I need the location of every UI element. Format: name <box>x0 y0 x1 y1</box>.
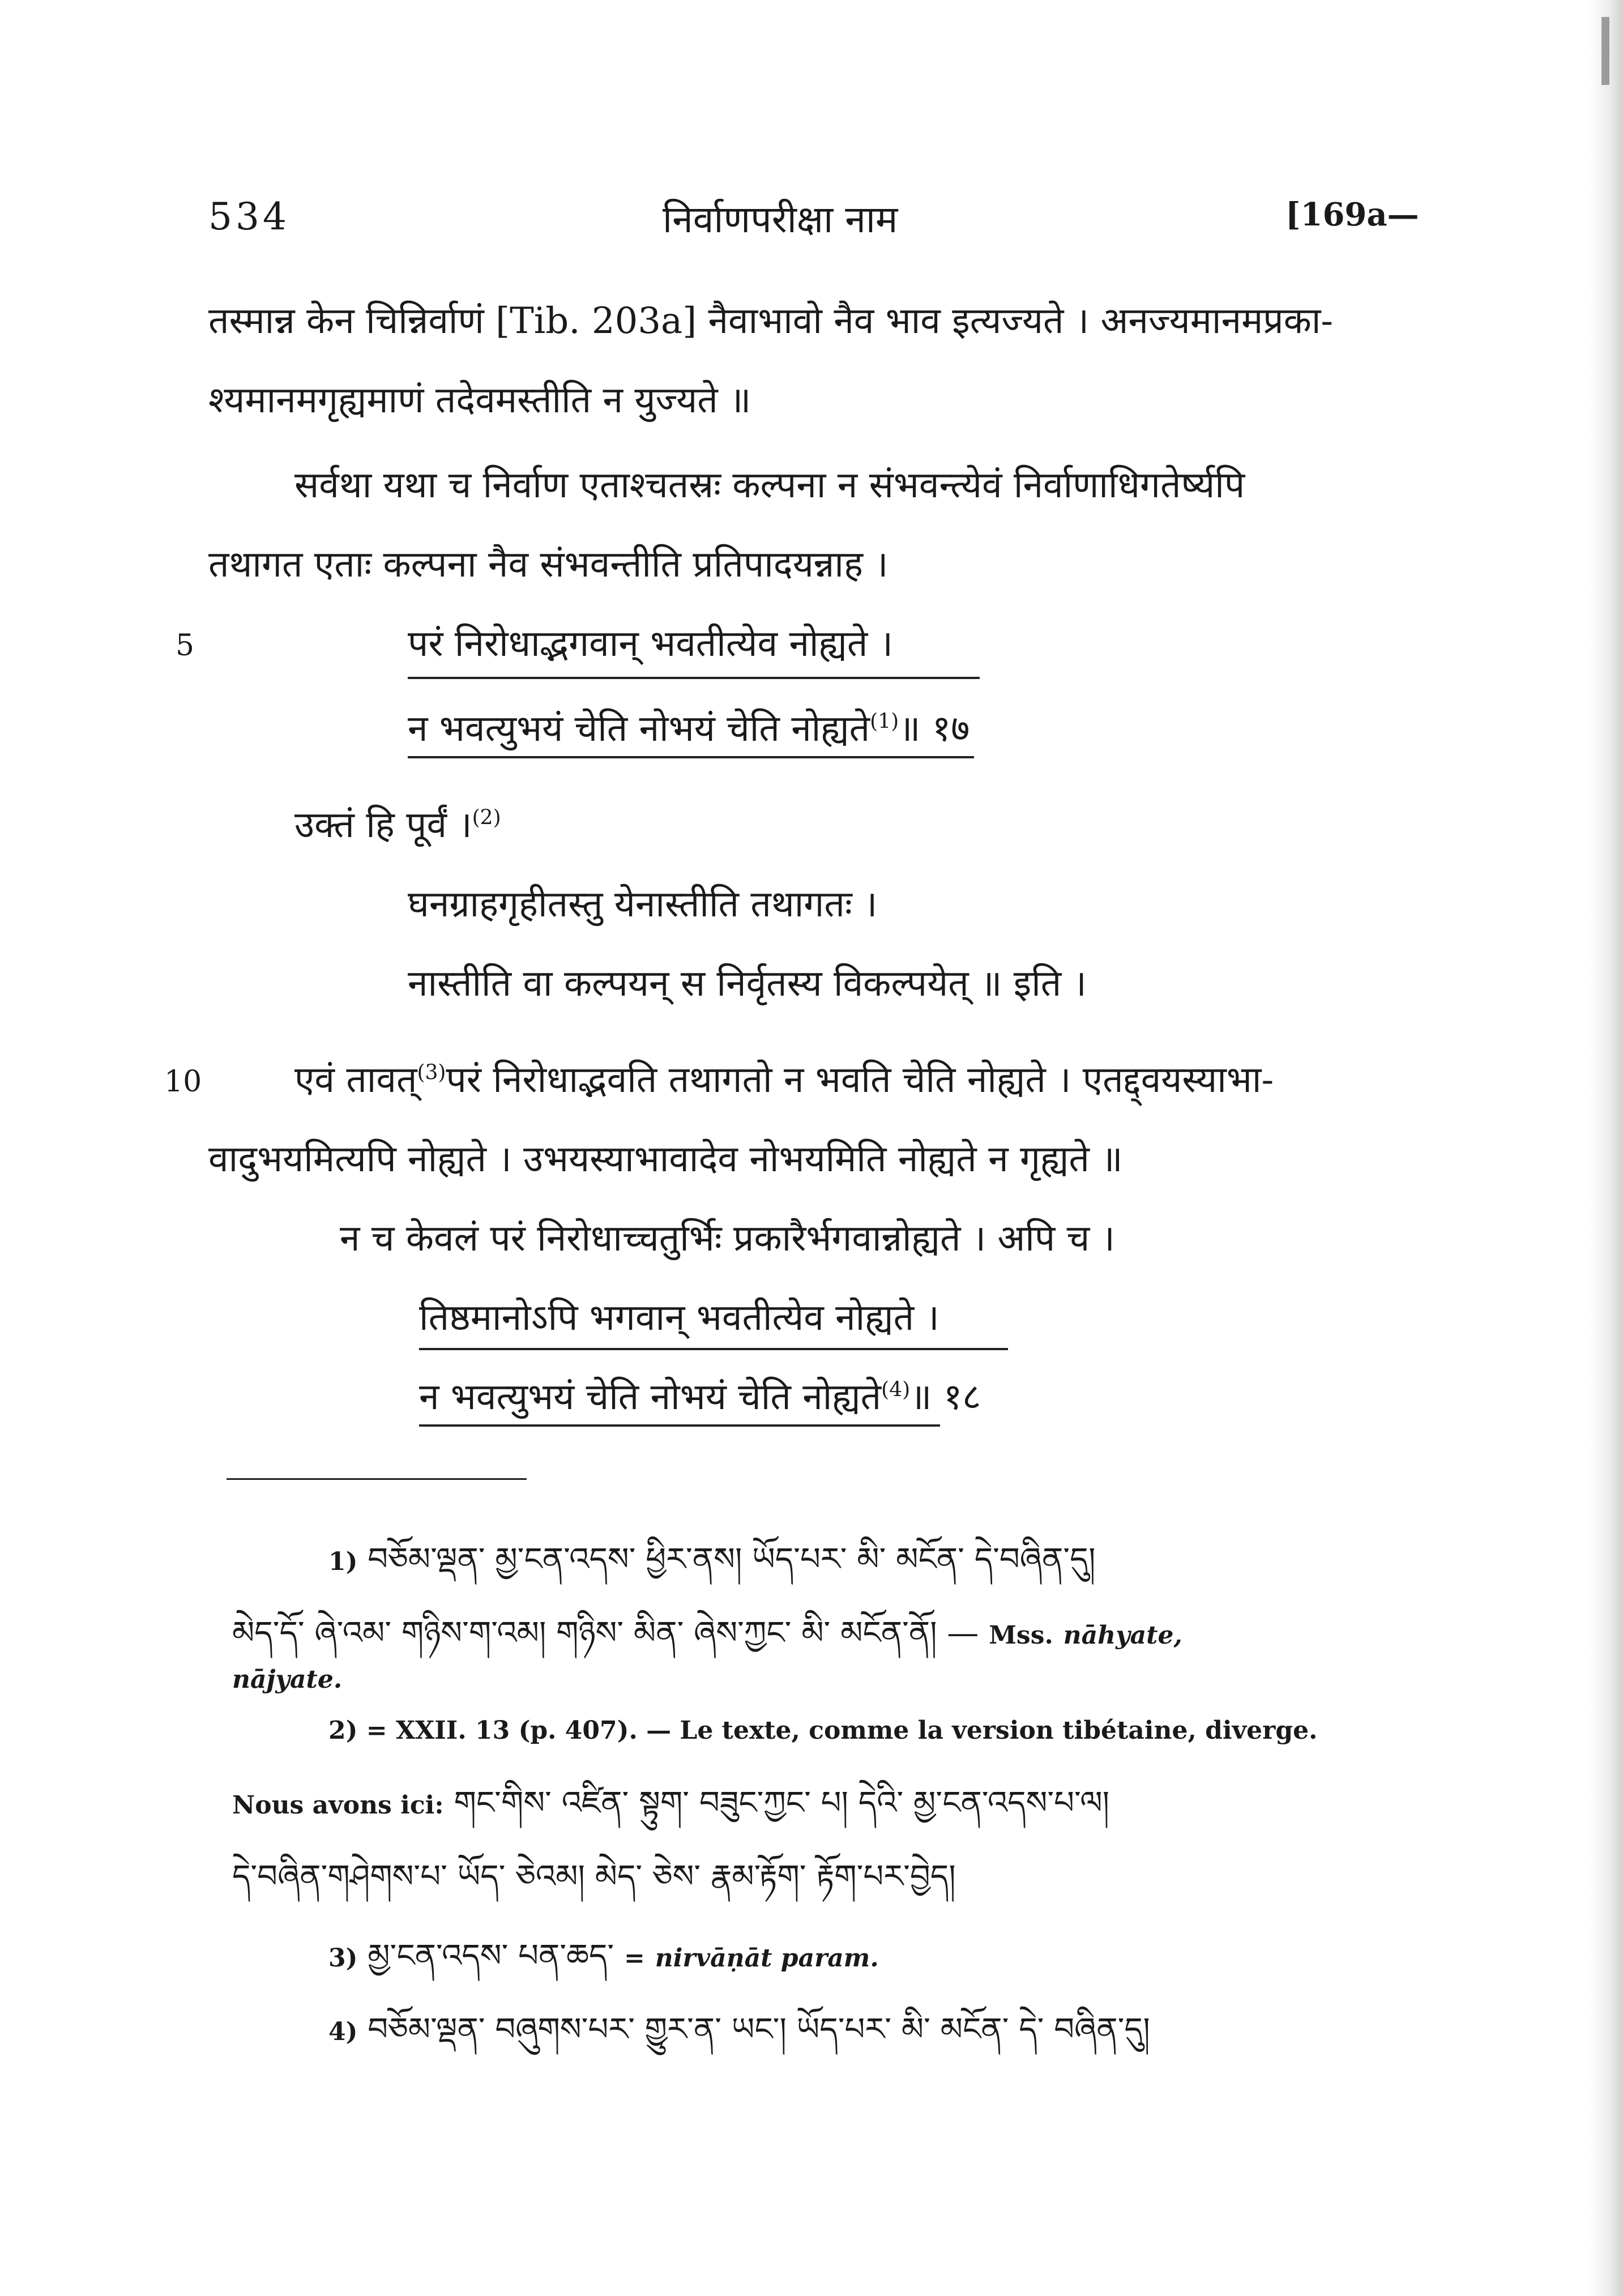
footnote-4-label: 4) <box>328 2017 358 2046</box>
scan-edge-shadow <box>1589 0 1623 2296</box>
running-title: निर्वाणपरीक्षा नाम <box>663 198 898 241</box>
verse-18-line-2-text: न भवत्युभयं चेति नोभयं चेति नोह्यते <box>419 1376 882 1418</box>
verse-18-line-2 <box>419 1371 981 1420</box>
footnote-4-tibetan: བཅོམ་ལྡན་ བཞུགས་པར་ གྱུར་ན་ ཡང་། ཡོད་པར་ མི་ མངོན་ དེ་ བཞིན་དུ། <box>368 2011 1150 2048</box>
verse-17-line-1: परं निरोधाद्भगवान् भवतीत्येव नोह्यते । <box>408 623 893 665</box>
footnote-marker-1: (1) <box>870 710 899 733</box>
footnote-1-tibetan-1: བཅོམ་ལྡན་ མྱ་ངན་འདས་ ཕྱིར་ནས། ཡོད་པར་ མི་ མངོན་ དེ་བཞིན་དུ། <box>368 1541 1096 1578</box>
footnote-2-tibetan-1: གང་གིས་ འཛིན་ སྟུག་ བཟུང་ཀྱང་ པ། དེའི་ མྱ་ངན་འདས་པ་ལ། <box>454 1785 1110 1821</box>
verse-underline <box>408 756 974 758</box>
footnote-1-tibetan-2: མེད་དོ་ ཞེ་འམ་ གཉིས་ག་འམ། གཉིས་ མིན་ ཞེས་ཀྱང་ མི་ མངོན་ནོ། — <box>232 1615 979 1651</box>
verse-underline <box>408 677 980 679</box>
footnote-3-equals: = <box>624 1944 645 1973</box>
verse-17-line-2 <box>408 702 969 752</box>
footnote-1-variant-2: nājyate. <box>232 1665 343 1694</box>
verse-underline <box>419 1424 940 1427</box>
paragraph-4-line-2: वादुभयमित्यपि नोह्यते । उभयस्याभावादेव नोभयमिति नोह्यते न गृह्यते ॥ <box>208 1138 1123 1180</box>
quoted-verse-line-1: घनग्राहगृहीतस्तु येनास्तीति तथागतः । <box>408 884 878 925</box>
footnote-marker-4: (4) <box>881 1378 911 1402</box>
paragraph-5: न च केवलं परं निरोधाच्चतुर्भिः प्रकारैर्भगवान्नोह्यते । अपि च । <box>340 1218 1115 1260</box>
paragraph-2-line-2: तथागत एताः कल्पना नैव संभवन्तीति प्रतिपादयन्नाह । <box>208 544 889 586</box>
verse-17-number: ॥ १७ <box>899 708 970 750</box>
footnote-2-intro: Nous avons ici: <box>232 1791 444 1820</box>
verse-underline <box>419 1348 1008 1350</box>
paragraph-1-line-1: तस्मान्न केन चिन्निर्वाणं [Tib. 203a] नैवाभावो नैव भाव इत्यज्यते । अनज्यमानमप्रका- <box>208 300 1334 342</box>
footnote-marker-2: (2) <box>472 806 501 830</box>
footnote-3-gloss: nirvāṇāt param. <box>655 1944 879 1973</box>
footnote-3-label: 3) <box>328 1944 358 1973</box>
scan-binding-mark <box>1601 17 1609 85</box>
page-number: 534 <box>208 195 290 238</box>
footnote-2-tibetan-2: དེ་བཞིན་གཤེགས་པ་ ཡོད་ ཅེའམ། མེད་ ཅེས་ རྣམ་རྟོག་ རྟོག་པར་བྱེད། <box>232 1858 956 1895</box>
footnote-4 <box>328 1994 1150 2083</box>
footnote-2-line-1 <box>328 1716 1317 1745</box>
line-number-10: 10 <box>164 1065 202 1099</box>
verse-18-number: ॥ १८ <box>910 1376 981 1418</box>
footnote-1-line-2 <box>232 1597 1182 1687</box>
footnote-1-mss: Mss. <box>989 1621 1053 1650</box>
footnote-separator <box>227 1478 527 1480</box>
paragraph-4-line-1-b: परं निरोधाद्भवति तथागतो न भवति चेति नोह्यते । एतद्द्वयस्याभा- <box>446 1059 1274 1101</box>
verse-18-line-1: तिष्ठमानोऽपि भगवान् भवतीत्येव नोह्यते । <box>419 1297 939 1339</box>
quoted-verse-line-2: नास्तीति वा कल्पयन् स निर्वृतस्य विकल्पयेत् ॥ इति । <box>408 963 1087 1005</box>
line-number-5: 5 <box>176 629 195 663</box>
paragraph-1-line-2: श्यमानमगृह्यमाणं तदेवमस्तीति न युज्यते ॥ <box>208 379 751 421</box>
paragraph-3-text: उक्तं हि पूर्वं । <box>294 804 472 846</box>
paragraph-3 <box>294 799 501 848</box>
footnote-1-label: 1) <box>328 1547 358 1576</box>
paragraph-4-line-1 <box>294 1053 1274 1103</box>
footnote-3-tibetan: མྱ་ངན་འདས་ པན་ཆད་ <box>368 1937 614 1974</box>
paragraph-4-line-1-a: एवं तावत् <box>294 1059 417 1101</box>
footnote-2-label: 2) <box>328 1716 358 1745</box>
paragraph-2-line-1: सर्वथा यथा च निर्वाण एताश्चतस्रः कल्पना न संभवन्त्येवं निर्वाणाधिगतेर्ष्यपि <box>294 464 1245 506</box>
verse-17-line-2-text: न भवत्युभयं चेति नोभयं चेति नोह्यते <box>408 708 870 750</box>
footnote-2-text: = XXII. 13 (p. 407). — Le texte, comme la version tibétaine, diverge. <box>366 1716 1318 1745</box>
footnote-marker-3: (3) <box>417 1061 446 1085</box>
footnote-1-variant-1: nāhyate, <box>1063 1621 1182 1650</box>
folio-reference: [169a— <box>1285 196 1419 233</box>
